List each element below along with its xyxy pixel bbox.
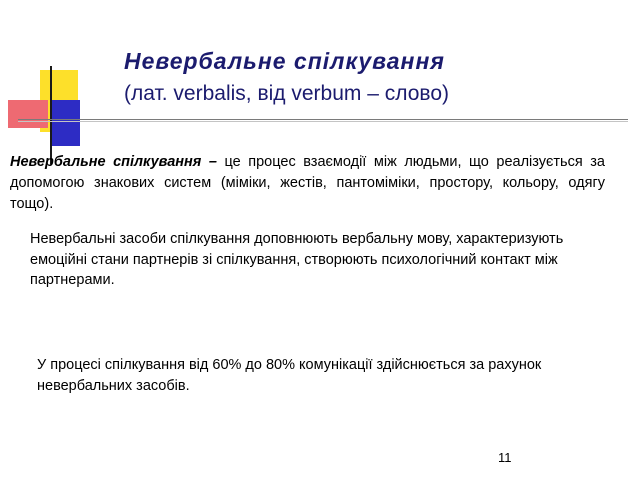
decor-red-square xyxy=(8,100,48,128)
decor-blue-square xyxy=(52,100,80,146)
communication-share-paragraph: У процесі спілкування від 60% до 80% комунікації здійснюється за рахунок невербальних засобів. xyxy=(37,357,542,394)
title-divider-shadow xyxy=(18,121,628,122)
slide-subtitle: (лат. verbalis, від verbum – слово) xyxy=(124,82,449,105)
nonverbal-means-paragraph: Невербальні засоби спілкування доповнюють вербальну мову, характеризують емоційні стани партнерів зі спілкування, створюють психологічний контакт між партнерами. xyxy=(30,231,564,288)
title-divider xyxy=(18,119,628,120)
definition-term: Невербальне спілкування – xyxy=(10,154,217,170)
definition-paragraph xyxy=(10,152,605,215)
slide-title: Невербальне спілкування xyxy=(124,48,445,74)
page-number: 11 xyxy=(498,450,512,465)
decor-vertical-line xyxy=(50,66,52,164)
definition-text: це процес взаємодії між людьми, що реалізується за допомогою знакових систем (міміки, жестів, пантоміміки, простору, кольору, одягу тощо). xyxy=(10,154,605,212)
